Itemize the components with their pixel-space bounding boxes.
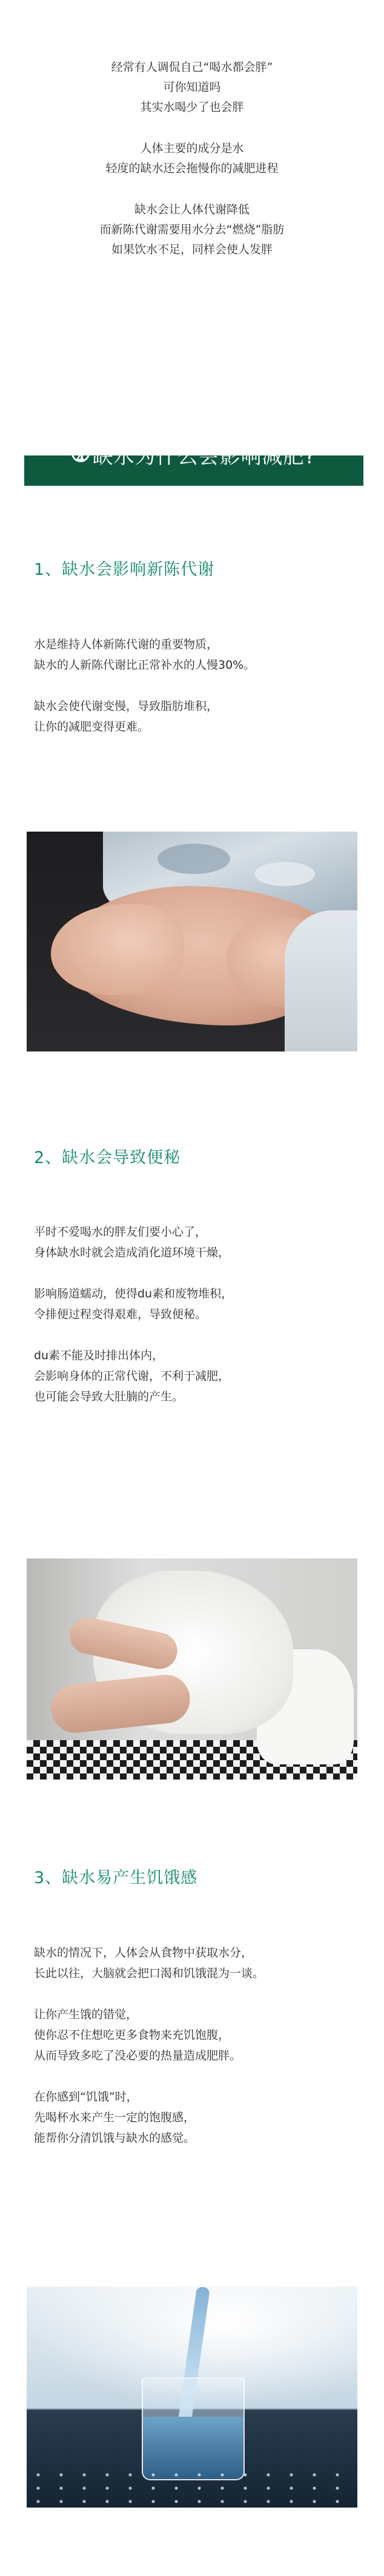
toilet-photo xyxy=(27,1558,357,1780)
intro-text xyxy=(0,58,384,281)
section-heading-1: 1、缺水会影响新陈代谢 xyxy=(34,560,215,579)
section-banner xyxy=(24,432,363,486)
body-line: 会影响身体的正常代谢，不利于减肥， xyxy=(34,1369,230,1383)
section-paragraph xyxy=(34,1283,361,1325)
section-paragraph xyxy=(34,2087,361,2148)
body-line: 令排便过程变得艰难，导致便秘。 xyxy=(34,1308,207,1321)
section-paragraph xyxy=(34,1942,361,1984)
section-heading-3: 3、缺水易产生饥饿感 xyxy=(34,1869,198,1887)
section-paragraph xyxy=(34,696,361,737)
section-paragraph xyxy=(34,1222,361,1263)
body-line: 让你产生饿的错觉， xyxy=(34,2008,138,2021)
body-line: 让你的减肥变得更难。 xyxy=(34,720,150,733)
section-body-3 xyxy=(34,1942,361,2169)
section-paragraph xyxy=(34,1345,361,1407)
banner-title-text: 缺水为什么会影响减肥? xyxy=(92,445,316,469)
number-4-circle-icon xyxy=(71,444,90,462)
section-paragraph xyxy=(34,634,361,675)
intro-line: 可你知道吗 xyxy=(163,81,221,94)
body-line: 缺水会使代谢变慢，导致脂肪堆积， xyxy=(34,700,219,713)
intro-line: 如果饮水不足，同样会使人发胖 xyxy=(111,243,273,256)
body-line: du素不能及时排出体内， xyxy=(34,1349,164,1362)
belly-pinch-photo xyxy=(27,832,357,1051)
intro-line: 其实水喝少了也会胖 xyxy=(140,101,244,114)
intro-paragraph xyxy=(0,139,384,179)
intro-line: 缺水会让人体代谢降低 xyxy=(134,203,250,216)
intro-line: 经常有人调侃自己“喝水都会胖” xyxy=(111,61,273,74)
body-line: 从而导致多吃了没必要的热量造成肥胖。 xyxy=(34,2049,242,2062)
intro-paragraph xyxy=(0,200,384,260)
body-line: 缺水的情况下，人体会从食物中获取水分， xyxy=(34,1946,253,1959)
section-paragraph xyxy=(34,2004,361,2066)
body-line: 使你忍不住想吃更多食物来充饥饱腹， xyxy=(34,2028,230,2042)
body-line: 水是维持人体新陈代谢的重要物质， xyxy=(34,638,219,651)
section-body-2 xyxy=(34,1222,361,1428)
body-line: 也可能会导致大肚腩的产生。 xyxy=(34,1390,184,1403)
body-line: 平时不爱喝水的胖友们要小心了， xyxy=(34,1225,207,1239)
body-line: 身体缺水时就会造成消化道环境干燥， xyxy=(34,1246,230,1259)
intro-line: 而新陈代谢需要用水分去“燃烧”脂肪 xyxy=(99,223,285,236)
banner-title-wrap xyxy=(24,443,363,470)
body-line: 能帮你分清饥饿与缺水的感觉。 xyxy=(34,2131,196,2145)
body-line: 在你感到“饥饿”时， xyxy=(34,2090,138,2104)
body-line: 缺水的人新陈代谢比正常补水的人慢30%。 xyxy=(34,658,256,672)
intro-line: 轻度的缺水还会拖慢你的减肥进程 xyxy=(105,162,279,175)
body-line: 先喝杯水来产生一定的饱腹感， xyxy=(34,2111,196,2124)
body-line: 影响肠道蠕动，使得du素和废物堆积， xyxy=(34,1287,233,1300)
water-glass-photo xyxy=(27,2286,357,2508)
intro-line: 人体主要的成分是水 xyxy=(140,142,244,155)
intro-paragraph xyxy=(0,58,384,118)
banner-title xyxy=(71,443,316,470)
section-heading-2: 2、缺水会导致便秘 xyxy=(34,1148,181,1167)
body-line: 长此以往，大脑就会把口渴和饥饿混为一谈。 xyxy=(34,1967,265,1980)
section-body-1 xyxy=(34,634,361,758)
